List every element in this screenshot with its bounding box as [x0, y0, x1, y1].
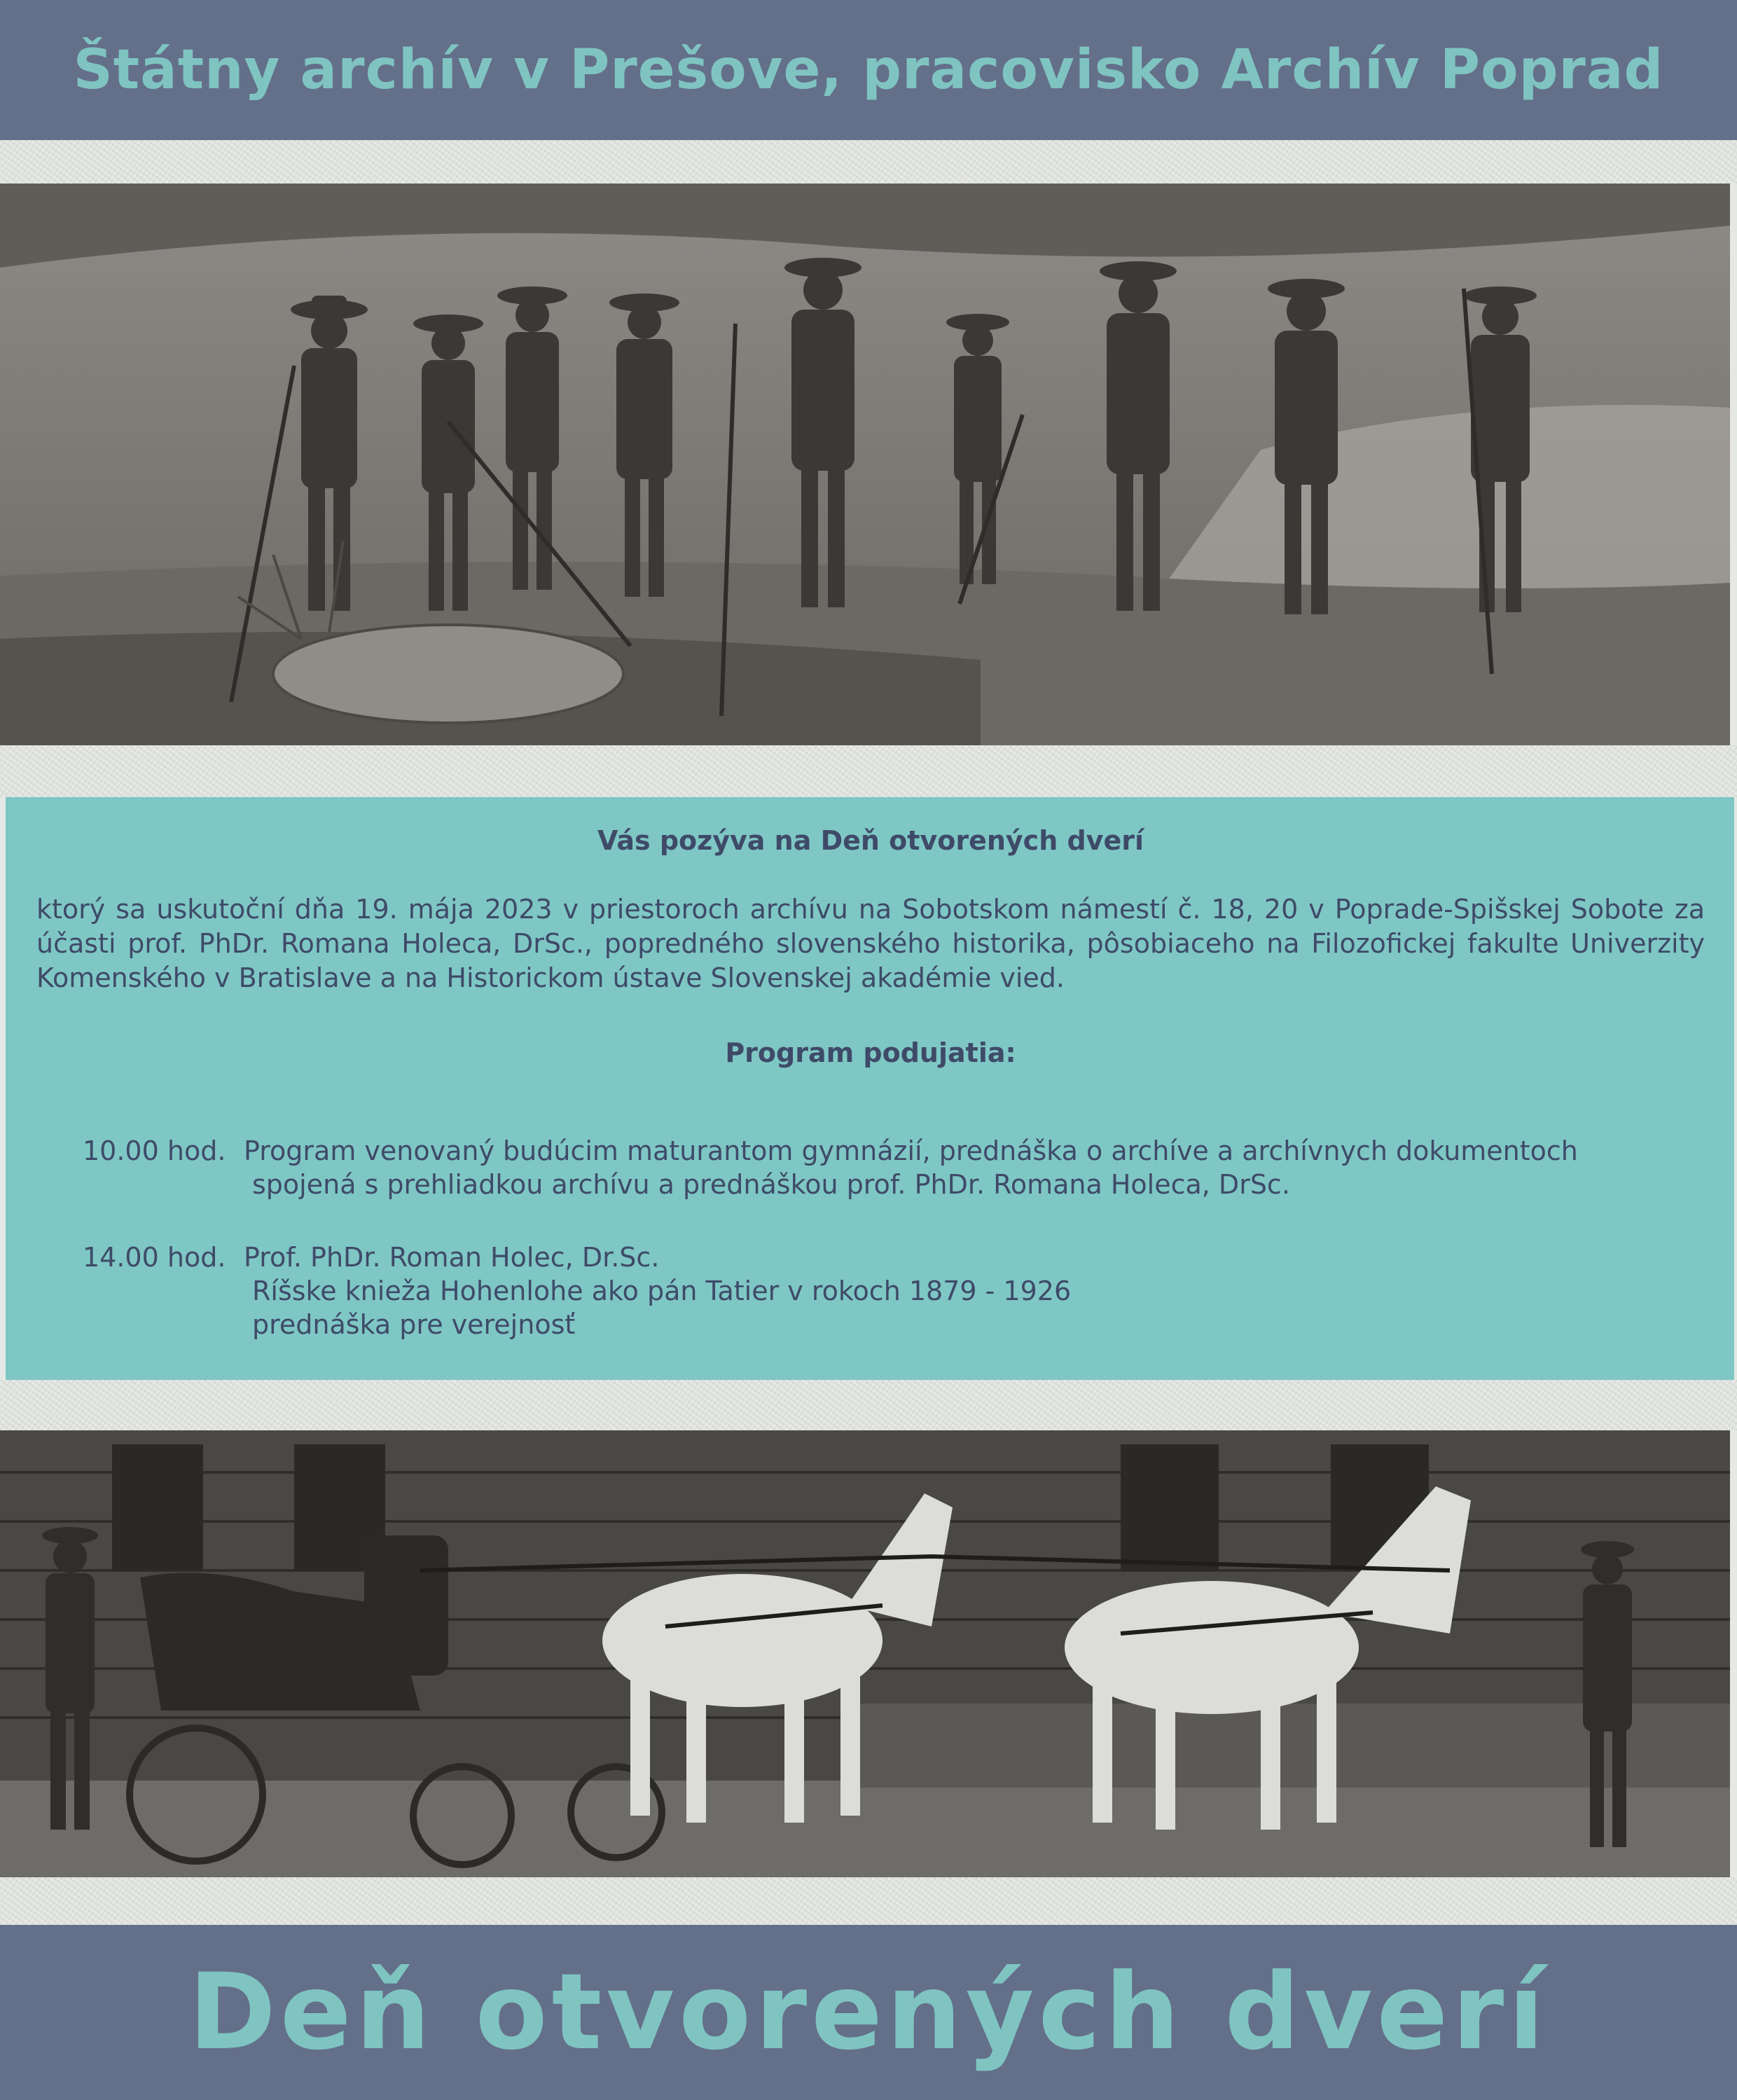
program-2-line-1: Prof. PhDr. Roman Holec, Dr.Sc. [244, 1242, 660, 1273]
open-day-title: Deň otvorených dverí [188, 1952, 1549, 2073]
carriage-illustration [0, 1430, 1730, 1877]
program-2-line-3: prednáška pre verejnosť [252, 1309, 576, 1340]
program-heading: Program podujatia: [725, 1037, 1016, 1068]
carriage-photo [0, 1430, 1730, 1877]
program-2-line-2: Ríšske knieža Hohenlohe ako pán Tatier v rokoch 1879 - 1926 [252, 1276, 1072, 1306]
program-time-2: 14.00 hod. [83, 1242, 226, 1273]
program-item-2 [36, 1241, 1705, 1341]
invitation-intro: ktorý sa uskutoční dňa 19. mája 2023 v priestoroch archívu na Sobotskom námestí č. 18, 20 v Poprade-Spišskej Sobote za účasti prof. PhDr. Romana Holeca, DrSc., popredného slovenského historika, pôsobiaceho na Filozofickej fakulte Univerzity Komenského v Bratislave a na Historickom ústave Slovenskej akadémie vied. [36, 894, 1705, 993]
footer-band [0, 1925, 1737, 2100]
hunting-party-photo [0, 184, 1730, 745]
invitation-panel [6, 797, 1734, 1380]
texture-strip-4 [0, 1877, 1737, 1925]
invitation-heading: Vás pozýva na Deň otvorených dverí [597, 825, 1144, 856]
texture-strip-2 [0, 745, 1737, 797]
archive-title: Štátny archív v Prešove, pracovisko Archív Poprad [73, 39, 1664, 102]
program-time-1: 10.00 hod. [83, 1135, 226, 1166]
program-1-line-2: spojená s prehliadkou archívu a prednáškou prof. PhDr. Romana Holeca, DrSc. [252, 1169, 1290, 1200]
texture-strip-3 [0, 1380, 1737, 1430]
hunting-party-illustration [0, 184, 1730, 745]
header-band [0, 0, 1737, 140]
program-item-1 [36, 1134, 1705, 1201]
texture-strip-1 [0, 140, 1737, 184]
program-1-line-1: Program venovaný budúcim maturantom gymnázií, prednáška o archíve a archívnych dokumentoch [244, 1135, 1578, 1166]
